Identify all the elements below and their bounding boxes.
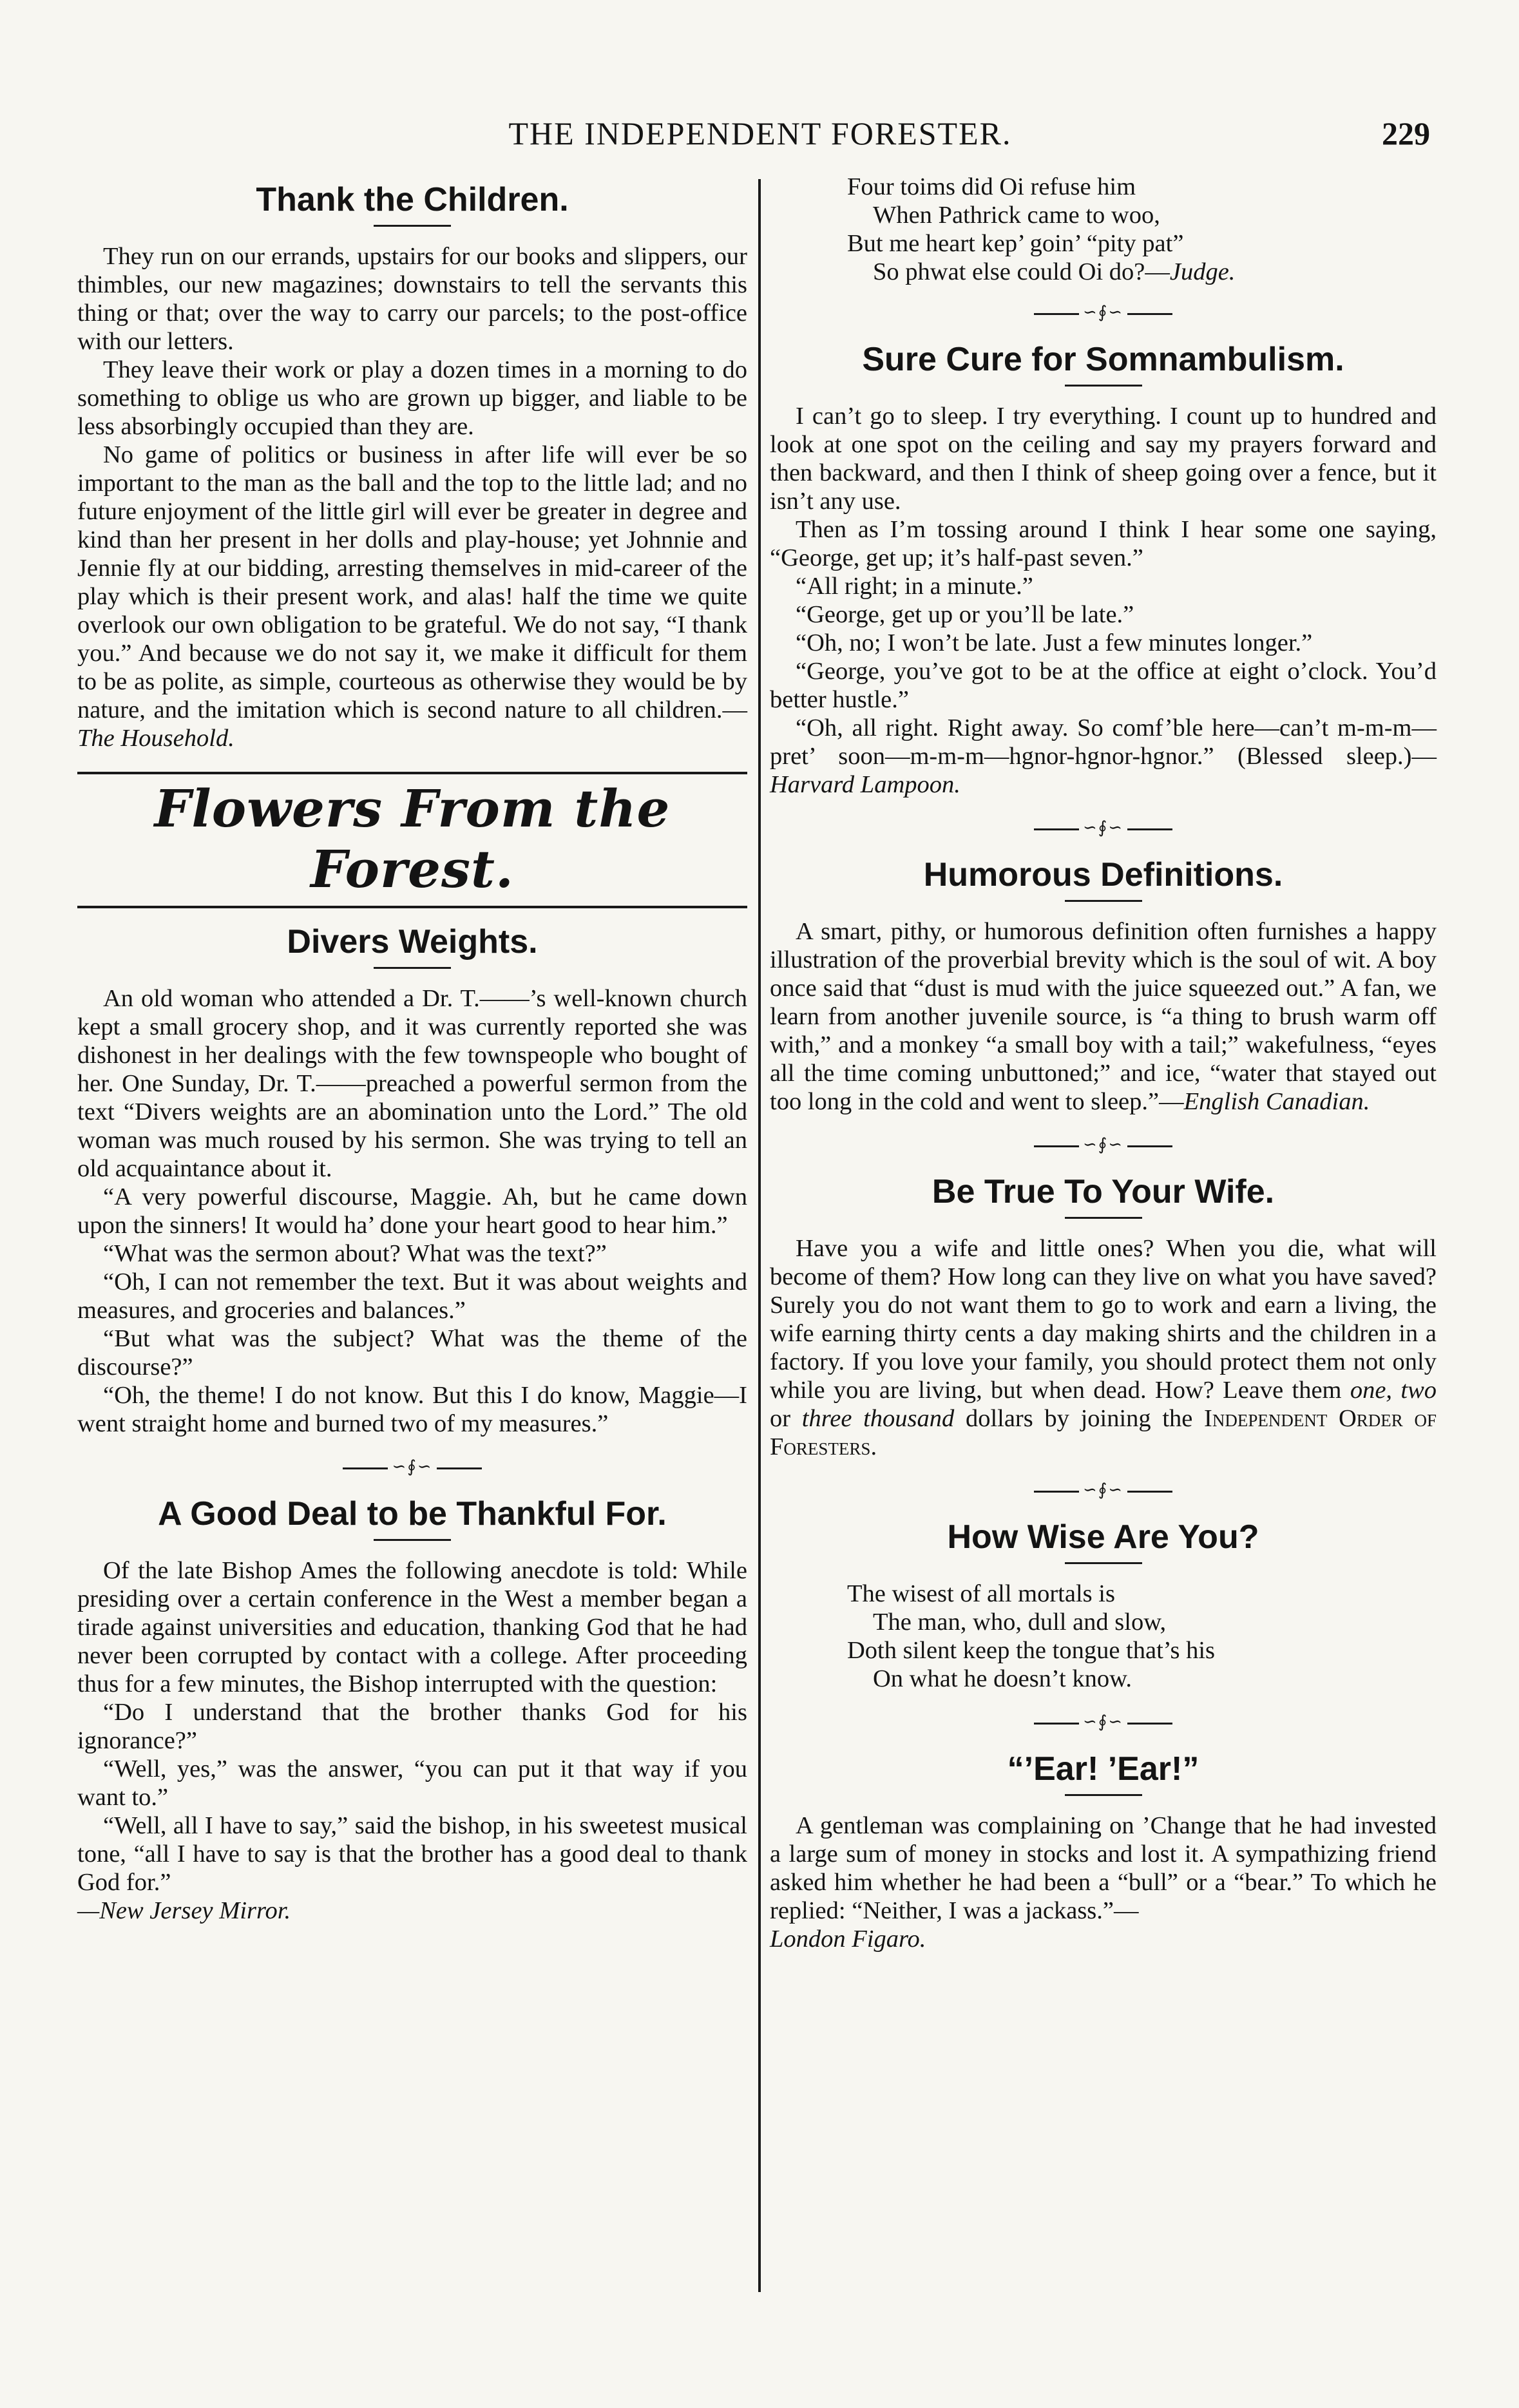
order-name: Independent Order of Foresters. xyxy=(770,1405,1437,1460)
verse-line: When Pathrick came to woo, xyxy=(873,202,1160,229)
verse-line: But me heart kep’ goin’ “pity pat” xyxy=(847,230,1184,257)
paragraph: They leave their work or play a dozen times in a morning to do something to oblige us who are grown up bigger, and liable to be less absorbingly occupied than they are. xyxy=(77,356,747,440)
title-rule xyxy=(374,1539,451,1541)
article-title: Divers Weights. xyxy=(287,923,538,960)
paragraph xyxy=(770,714,1437,799)
page-number: 229 xyxy=(1382,115,1430,151)
section-ornament: ∽∮∽ xyxy=(770,818,1437,837)
source-credit: —New Jersey Mirror. xyxy=(77,1897,291,1924)
paragraph: “Oh, I can not remember the text. But it was about weights and measures, and groceries and balances.” xyxy=(77,1268,747,1324)
title-rule xyxy=(374,967,451,969)
paragraph: “Do I understand that the brother thanks God for his ignorance?” xyxy=(77,1699,747,1754)
paragraph-text: No game of politics or business in after life will ever be so important to the man as the ball and the top to the little lad; and no future enjoyment of the little girl will ever be greater in degree and kind than her present in her dolls and play-house; yet Johnnie and Jennie fly at our bidding, arresting themselves in mid-career of the play which is their present work, and alas! half the time we quite overlook our own obligation to be grateful. We do not say, “I thank you.” And because we do not say it, we make it difficult for them to be as polite, as simple, courteous as otherwise they would be by nature, and the imitation which is second nature to all children.— xyxy=(77,441,747,723)
paragraph xyxy=(770,917,1437,1116)
article-title: How Wise Are You? xyxy=(947,1518,1259,1556)
paragraph-text: or xyxy=(770,1405,802,1432)
verse-text: So phwat else could Oi do?— xyxy=(873,258,1170,285)
paragraph: “What was the sermon about? What was the text?” xyxy=(103,1240,607,1267)
article-true-to-wife xyxy=(770,1171,1437,1461)
article-ear-ear xyxy=(770,1748,1437,1953)
left-column xyxy=(77,173,747,1944)
verse xyxy=(847,173,1437,286)
title-rule xyxy=(1065,385,1142,387)
source-credit: English Canadian. xyxy=(1183,1088,1370,1115)
paragraph-text: A smart, pithy, or humorous definition often furnishes a happy illustration of the proverbial brevity which is the soul of wit. A boy once said that “dust is mud with the juice squeezed out.” A fan, we learn from another juvenile source, is “a thing to brush warm off with,” and a monkey “a small boy with a tail;” wakefulness, “eyes all the time coming unbuttoned;” and ice, “water that stayed out too long in the cold and went to sleep.”— xyxy=(770,918,1437,1115)
source-line xyxy=(77,1897,747,1925)
section-banner xyxy=(77,772,747,908)
article-title: Humorous Definitions. xyxy=(923,856,1283,893)
section-ornament: ∽∮∽ xyxy=(770,303,1437,322)
paragraph: “Well, yes,” was the answer, “you can put it that way if you want to.” xyxy=(77,1755,747,1811)
verse-line: Doth silent keep the tongue that’s his xyxy=(847,1637,1215,1664)
page-header xyxy=(90,115,1430,160)
section-ornament: ∽∮∽ xyxy=(770,1712,1437,1732)
article-definitions xyxy=(770,854,1437,1116)
emphasis: one, two xyxy=(1350,1377,1437,1404)
paragraph: “All right; in a minute.” xyxy=(796,573,1033,600)
title-rule xyxy=(1065,1217,1142,1219)
paragraph: “George, you’ve got to be at the office at eight o’clock. You’d better hustle.” xyxy=(770,658,1437,713)
article-somnambulism xyxy=(770,339,1437,799)
paragraph: I can’t go to sleep. I try everything. I count up to hundred and look at one spot on the ceiling and say my prayers forward and then backward, and then I think of sheep going over a fence, but it isn’t any use. xyxy=(770,403,1437,515)
section-ornament: ∽∮∽ xyxy=(77,1457,747,1476)
paragraph: Then as I’m tossing around I think I hear some one saying, “George, get up; it’s half-past seven.” xyxy=(770,516,1437,571)
article-title: A Good Deal to be Thankful For. xyxy=(158,1495,667,1533)
paragraph: “Oh, no; I won’t be late. Just a few minutes longer.” xyxy=(796,629,1313,656)
verse-line: Four toims did Oi refuse him xyxy=(847,173,1136,200)
article-title: “’Ear! ’Ear!” xyxy=(1007,1750,1199,1788)
poem-ending xyxy=(770,173,1437,286)
verse-line: On what he doesn’t know. xyxy=(873,1665,1132,1692)
article-title: Be True To Your Wife. xyxy=(931,1173,1275,1210)
source-line xyxy=(770,1925,1437,1953)
verse-line: The man, who, dull and slow, xyxy=(873,1609,1167,1636)
paragraph xyxy=(770,1234,1437,1461)
article-title: Sure Cure for Somnambulism. xyxy=(862,341,1344,378)
article-thankful xyxy=(77,1493,747,1925)
paragraph: “A very powerful discourse, Maggie. Ah, but he came down upon the sinners! It would ha’ done your heart good to hear him.” xyxy=(77,1183,747,1239)
banner-title: Flowers From the Forest. xyxy=(154,778,671,899)
section-ornament: ∽∮∽ xyxy=(770,1480,1437,1500)
paragraph: “George, get up or you’ll be late.” xyxy=(796,601,1134,628)
source-credit: Judge. xyxy=(1169,258,1236,285)
paragraph: They run on our errands, upstairs for our books and slippers, our thimbles, our new magazines; downstairs to tell the servants this thing or that; over the way to carry our parcels; to the post-office with our letters. xyxy=(77,243,747,355)
source-credit: London Figaro. xyxy=(770,1925,926,1953)
article-thank-the-children xyxy=(77,179,747,752)
right-column xyxy=(770,173,1437,1973)
title-rule xyxy=(1065,1562,1142,1564)
paragraph-text: Have you a wife and little ones? When you die, what will become of them? How long can they live on what you have saved? Surely you do not want them to go to work and earn a living, the wife earning thirty cents a day making shirts and the children in a factory. If you love your family, you should protect them not only while you are living, but when dead. How? Leave them xyxy=(770,1235,1437,1404)
column-divider xyxy=(758,179,761,2292)
section-ornament: ∽∮∽ xyxy=(770,1135,1437,1154)
paragraph: “Well, all I have to say,” said the bishop, in his sweetest musical tone, “all I have to say is that the brother has a good deal to thank God for.” xyxy=(77,1812,747,1896)
paragraph: An old woman who attended a Dr. T.——’s well-known church kept a small grocery shop, and it was currently reported she was dishonest in her dealings with the few townspeople who bought of her. One Sunday, Dr. T.——preached a powerful sermon from the text “Divers weights are an abomination unto the Lord.” The old woman was much roused by his sermon. She was trying to tell an old acquaintance about it. xyxy=(77,985,747,1182)
paragraph: “Oh, the theme! I do not know. But this I do know, Maggie—I went straight home and burned two of my measures.” xyxy=(77,1382,747,1437)
source-credit: The Household. xyxy=(77,725,234,752)
title-rule xyxy=(1065,900,1142,902)
title-rule xyxy=(1065,1794,1142,1796)
title-rule xyxy=(374,225,451,227)
verse xyxy=(847,1580,1437,1693)
source-credit: Harvard Lampoon. xyxy=(770,771,960,798)
paragraph-text: “Oh, all right. Right away. So comf’ble here—can’t m-m-m—pret’ soon—m-m-m—hgnor-hgnor-hgnor.” (Blessed sleep.)— xyxy=(770,714,1437,770)
paragraph: “But what was the subject? What was the theme of the discourse?” xyxy=(77,1325,747,1381)
article-title: Thank the Children. xyxy=(256,181,569,218)
paragraph: Of the late Bishop Ames the following anecdote is told: While presiding over a certain conference in the West a member began a tirade against universities and education, thanking God that he had never been corrupted by contact with a college. After proceeding thus for a few minutes, the Bishop interrupted with the question: xyxy=(77,1557,747,1697)
journal-title: THE INDEPENDENT FORESTER. xyxy=(508,115,1012,151)
paragraph xyxy=(77,441,747,752)
verse-line: The wisest of all mortals is xyxy=(847,1580,1115,1607)
emphasis: three thousand xyxy=(801,1405,955,1432)
paragraph-text: dollars by joining the xyxy=(954,1405,1205,1432)
paragraph: A gentleman was complaining on ’Change that he had invested a large sum of money in stocks and lost it. A sympathizing friend asked him whether he had been a “bull” or a “bear.” To which he replied: “Neither, I was a jackass.”— xyxy=(770,1812,1437,1924)
article-divers-weights xyxy=(77,921,747,1438)
article-how-wise xyxy=(770,1516,1437,1693)
verse-line xyxy=(847,258,1437,286)
